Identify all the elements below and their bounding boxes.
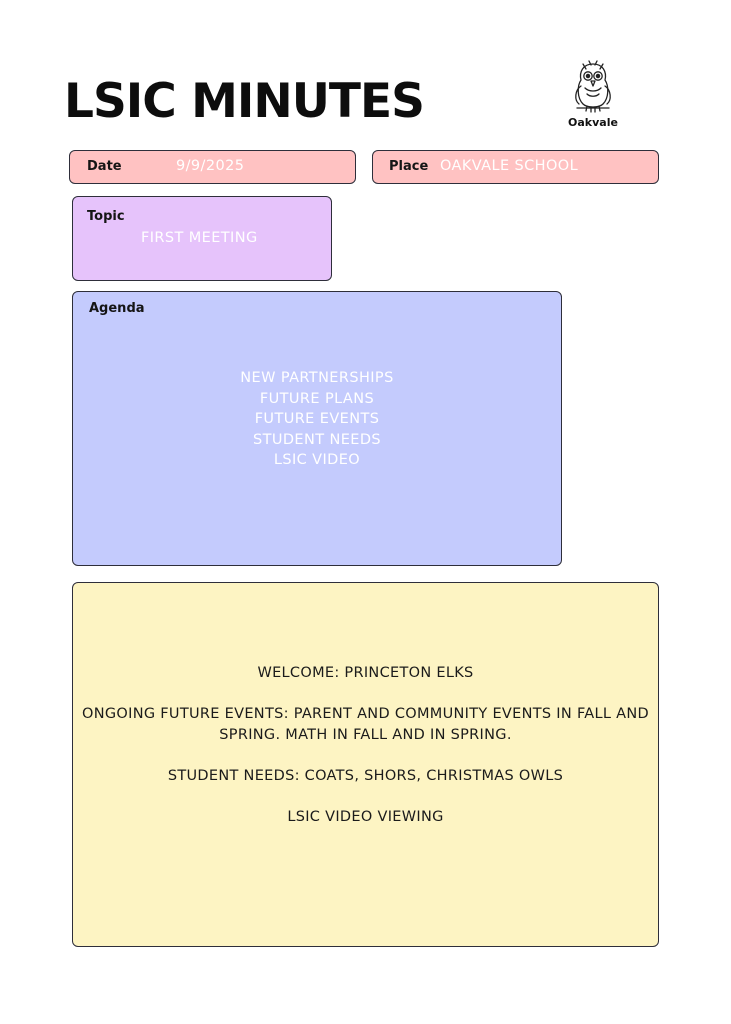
topic-field[interactable] [72, 196, 332, 281]
place-label: Place [389, 159, 429, 174]
place-value: OAKVALE SCHOOL [440, 158, 579, 174]
owl-icon [569, 56, 617, 114]
place-field[interactable] [372, 150, 659, 184]
logo-text: Oakvale [568, 116, 618, 129]
agenda-item: FUTURE PLANS [259, 390, 375, 407]
notes-paragraph: LSIC VIDEO VIEWING [287, 808, 444, 825]
school-logo [558, 56, 628, 129]
agenda-label: Agenda [89, 301, 145, 316]
page-title: LSIC MINUTES [64, 74, 424, 129]
date-value: 9/9/2025 [176, 158, 245, 174]
notes-paragraph: STUDENT NEEDS: COATS, SHORS, CHRISTMAS OWLS [167, 767, 564, 784]
notes-paragraph: ONGOING FUTURE EVENTS: PARENT AND COMMUNITY EVENTS IN FALL AND SPRING. MATH IN FALL AND IN SPRING. [82, 706, 649, 743]
topic-label: Topic [87, 209, 125, 224]
topic-value: FIRST MEETING [141, 230, 258, 246]
date-field[interactable] [69, 150, 356, 184]
agenda-item: FUTURE EVENTS [254, 411, 380, 427]
agenda-item: NEW PARTNERSHIPS [240, 370, 394, 386]
minutes-notes-section[interactable] [72, 582, 659, 947]
notes-paragraph: WELCOME: PRINCETON ELKS [257, 665, 474, 681]
agenda-item: LSIC VIDEO [273, 452, 361, 468]
agenda-item: STUDENT NEEDS [252, 431, 382, 448]
agenda-list [73, 368, 561, 471]
agenda-section[interactable] [72, 291, 562, 566]
minutes-notes [79, 663, 652, 848]
date-label: Date [87, 159, 122, 174]
